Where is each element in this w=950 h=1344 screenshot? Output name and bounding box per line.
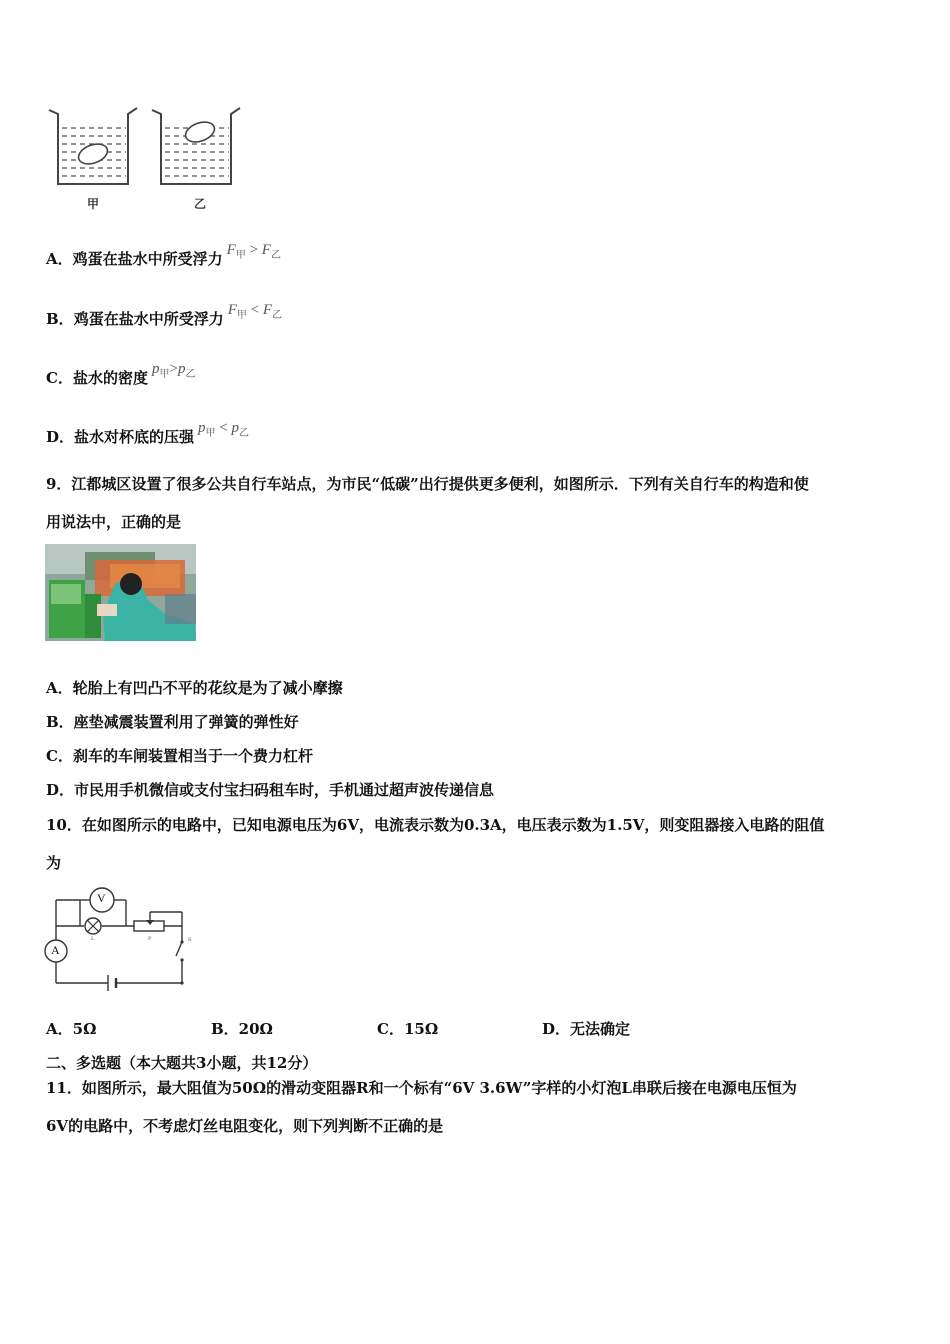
circuit-diagram — [44, 880, 199, 995]
voltmeter-label: V — [97, 891, 106, 905]
formula: $F_甲 > F_乙$ — [226, 242, 281, 261]
q10-choice-b: B．20Ω — [211, 1020, 273, 1038]
q10-stem-line1: 10．在如图所示的电路中，已知电源电压为6V，电流表示数为0.3A，电压表示数为1.5V，则变阻器接入电路的阻值 — [46, 816, 825, 834]
egg-right — [183, 118, 217, 145]
beaker-left — [49, 108, 137, 184]
q8-option-c: C．盐水的密度 $p_甲>p_乙$ — [46, 361, 196, 387]
formula: $F_甲 < F_乙$ — [227, 302, 283, 321]
q8-option-d: D．盐水对杯底的压强 $p_甲 < p_乙$ — [46, 420, 249, 446]
q9-option-a: A．轮胎上有凹凸不平的花纹是为了减小摩擦 — [46, 679, 343, 697]
beakers-figure — [44, 102, 244, 217]
bike-station-photo — [45, 544, 196, 641]
q10-stem-line2: 为 — [46, 854, 62, 872]
q11-stem-line2: 6V的电路中，不考虑灯丝电阻变化，则下列判断不正确的是 — [46, 1117, 444, 1135]
formula: $p_甲>p_乙$ — [151, 361, 196, 380]
beaker-right — [152, 108, 240, 184]
switch-label: S — [188, 937, 192, 943]
ammeter-label: A — [51, 943, 60, 957]
q9-option-b: B．座垫减震装置利用了弹簧的弹性好 — [46, 713, 299, 731]
formula: $p_甲 < p_乙$ — [198, 420, 249, 439]
q8-option-b: B．鸡蛋在盐水中所受浮力 $F_甲 < F_乙$ — [46, 302, 283, 328]
q9-stem-line1: 9．江都城区设置了很多公共自行车站点，为市民“低碳”出行提供更多便利，如图所示．下列有关自行车的构造和使 — [46, 475, 809, 493]
beaker-left-label: 甲 — [87, 197, 100, 211]
section-heading: 二、多选题（本大题共3小题，共12分） — [46, 1054, 318, 1072]
q9-option-c: C．刹车的车闸装置相当于一个费力杠杆 — [46, 747, 313, 765]
lamp-label: L — [91, 936, 95, 942]
q9-stem-line2: 用说法中，正确的是 — [46, 513, 182, 531]
q11-stem-line1: 11．如图所示，最大阻值为50Ω的滑动变阻器R和一个标有“6V 3.6W”字样的小灯泡L串联后接在电源电压恒为 — [46, 1079, 797, 1097]
q10-choice-a: A．5Ω — [46, 1020, 97, 1038]
rheostat-label: P — [148, 936, 152, 942]
beaker-right-label: 乙 — [194, 197, 207, 211]
q8-option-a: A．鸡蛋在盐水中所受浮力 $F_甲 > F_乙$ — [46, 242, 281, 268]
q10-choice-d: D．无法确定 — [542, 1020, 631, 1038]
q10-choice-c: C．15Ω — [377, 1020, 439, 1038]
q9-option-d: D．市民用手机微信或支付宝扫码租车时，手机通过超声波传递信息 — [46, 781, 495, 799]
